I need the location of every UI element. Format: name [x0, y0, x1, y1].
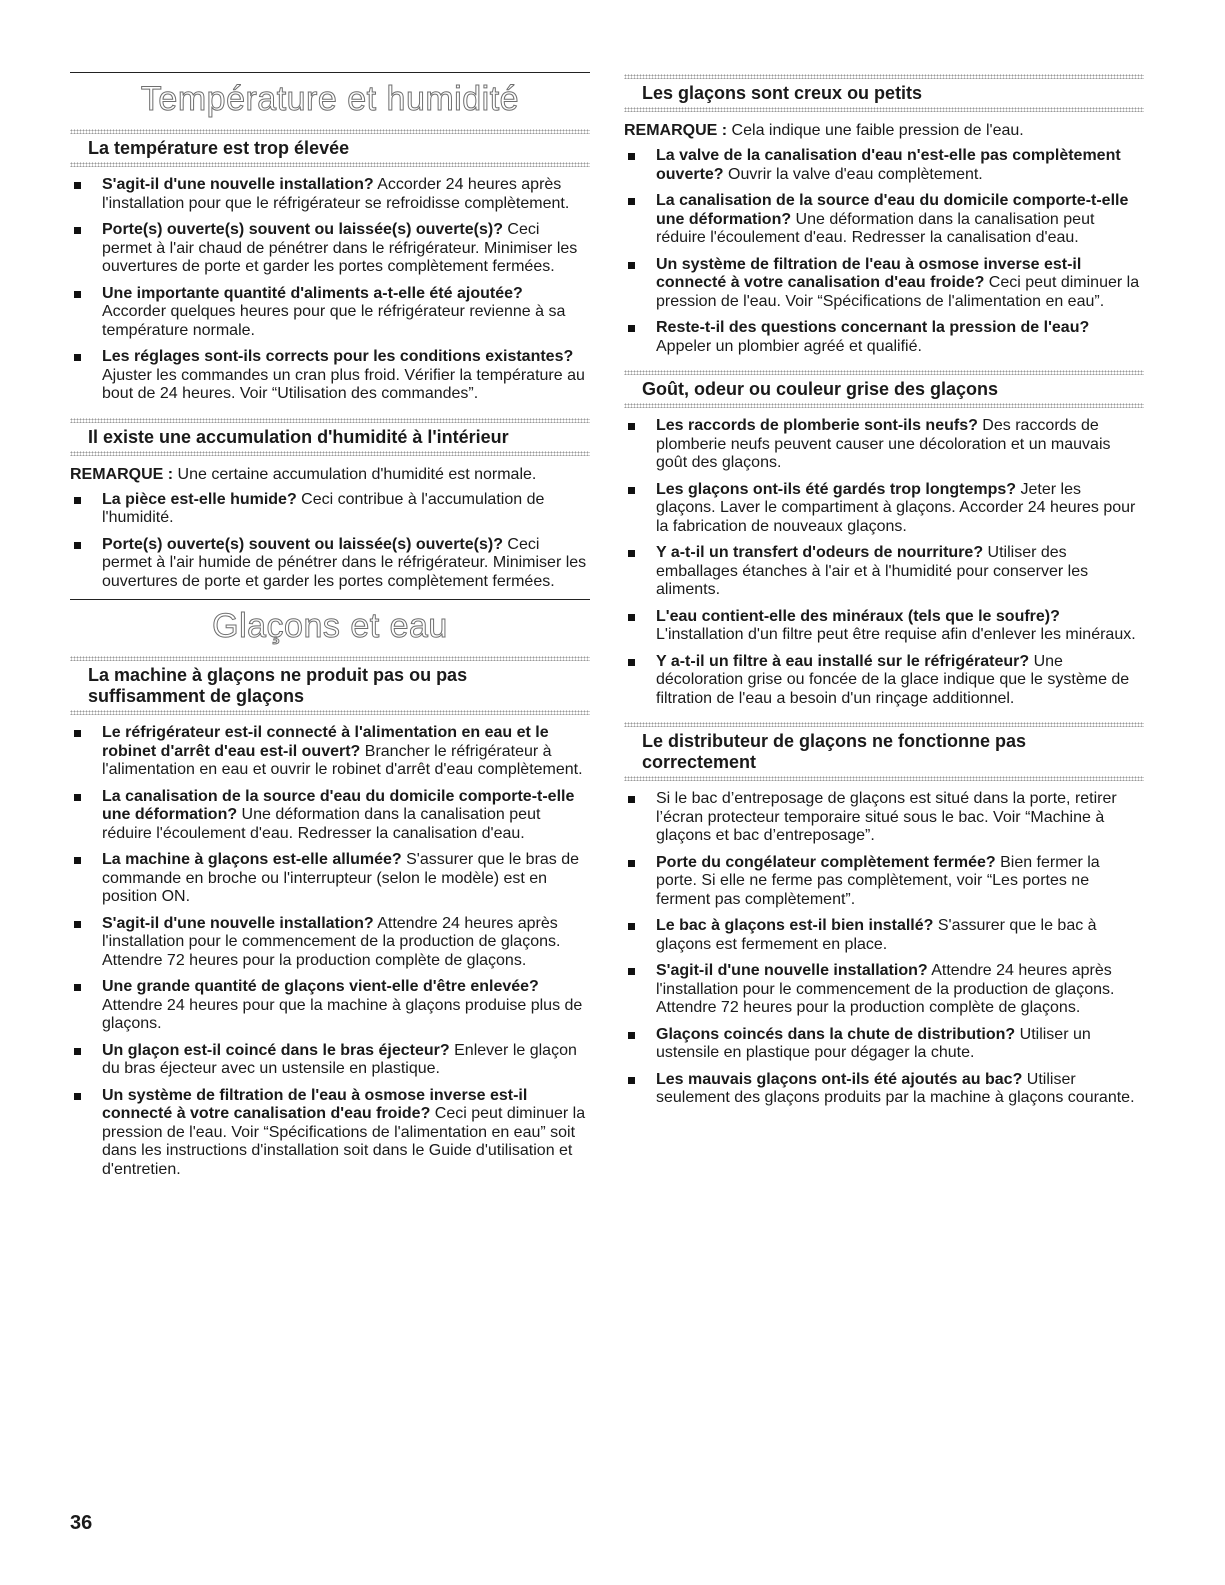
list-item: Les mauvais glaçons ont-ils été ajoutés au bac? Utiliser seulement des glaçons produits par la machine à glaçons courante. — [624, 1071, 1144, 1108]
list-item: La canalisation de la source d'eau du domicile comporte-t-elle une déformation? Une déformation dans la canalisation peut réduire l'écoulement d'eau. Redresser la canalisation d'eau. — [70, 788, 590, 844]
list-item: Une grande quantité de glaçons vient-elle d'être enlevée? Attendre 24 heures pour que la machine à glaçons produise plus de glaçons. — [70, 978, 590, 1034]
subsection-high-temperature — [70, 129, 590, 167]
list-item: S'agit-il d'une nouvelle installation? Attendre 24 heures après l'installation pour le commencement de la production de glaçons. Attendre 72 heures pour la production complète de glaçons. — [70, 915, 590, 971]
note: REMARQUE : Une certaine accumulation d'humidité est normale. — [70, 465, 537, 483]
list-item: La valve de la canalisation d'eau n'est-elle pas complètement ouverte? Ouvrir la valve d'eau complètement. — [624, 147, 1144, 184]
list-item: La pièce est-elle humide? Ceci contribue à l'accumulation de l'humidité. — [70, 491, 590, 528]
subsection-title: La température est trop élevée — [88, 138, 350, 158]
troubleshooting-list — [624, 147, 1144, 356]
list-item: Porte du congélateur complètement fermée? Bien fermer la porte. Si elle ne ferme pas complètement, voir “Les portes ne ferment pas complètement”. — [624, 854, 1144, 910]
list-item: Si le bac d’entreposage de glaçons est situé dans la porte, retirer l’écran protecteur temporaire situé sous le bac. Voir “Machine à glaçons et bac d’entreposage”. — [624, 790, 1144, 846]
list-item: S'agit-il d'une nouvelle installation? Accorder 24 heures après l'installation pour que le réfrigérateur se refroidisse complètement. — [70, 176, 590, 213]
subsection-ice-maker — [70, 656, 590, 715]
list-item: Le bac à glaçons est-il bien installé? S'assurer que le bac à glaçons est fermement en place. — [624, 917, 1144, 954]
list-item: Un glaçon est-il coincé dans le bras éjecteur? Enlever le glaçon du bras éjecteur avec un ustensile en plastique. — [70, 1042, 590, 1079]
subsection-hollow-cubes — [624, 74, 1144, 112]
list-item: Reste-t-il des questions concernant la pression de l'eau? Appeler un plombier agréé et qualifié. — [624, 319, 1144, 356]
dotted-divider — [70, 451, 590, 456]
list-item: Y a-t-il un filtre à eau installé sur le réfrigérateur? Une décoloration grise ou foncée de la glace indique que le système de filtration de l'eau a besoin d'un rinçage additionnel. — [624, 653, 1144, 709]
list-item: La machine à glaçons est-elle allumée? S'assurer que le bras de commande en broche ou l'interrupteur (selon le modèle) est en position ON. — [70, 851, 590, 907]
troubleshooting-list — [70, 176, 590, 404]
troubleshooting-list — [624, 790, 1144, 1108]
troubleshooting-list — [624, 417, 1144, 708]
list-item: Porte(s) ouverte(s) souvent ou laissée(s) ouverte(s)? Ceci permet à l'air humide de pénétrer dans le réfrigérateur. Minimiser les ouvertures de porte et garder les portes complètement fermées. — [70, 536, 590, 592]
subsection-humidity — [70, 418, 590, 456]
troubleshooting-list — [70, 724, 590, 1179]
dotted-divider — [70, 162, 590, 167]
dotted-divider — [624, 776, 1144, 781]
list-item: Y a-t-il un transfert d'odeurs de nourriture? Utiliser des emballages étanches à l'air et à l'humidité pour conserver les aliments. — [624, 544, 1144, 600]
list-item: Les raccords de plomberie sont-ils neufs? Des raccords de plomberie neufs peuvent causer une décoloration et un mauvais goût des glaçons. — [624, 417, 1144, 473]
subsection-taste-odor — [624, 370, 1144, 408]
list-item: Les glaçons ont-ils été gardés trop longtemps? Jeter les glaçons. Laver le compartiment à glaçons. Accorder 24 heures pour la fabrication de nouveaux glaçons. — [624, 481, 1144, 537]
list-item: S'agit-il d'une nouvelle installation? Attendre 24 heures après l'installation pour le commencement de la production de glaçons. Attendre 72 heures pour la production complète de glaçons. — [624, 962, 1144, 1018]
right-column — [624, 0, 1144, 1116]
note: REMARQUE : Cela indique une faible pression de l'eau. — [624, 122, 1024, 139]
subsection-dispenser — [624, 722, 1144, 781]
subsection-title: La machine à glaçons ne produit pas ou pas suffisamment de glaçons — [88, 665, 468, 706]
left-column — [70, 0, 590, 1187]
list-item: Le réfrigérateur est-il connecté à l'alimentation en eau et le robinet d'arrêt d'eau est-il ouvert? Brancher le réfrigérateur à l'alimentation en eau et ouvrir le robinet d'arrêt d'eau complètement. — [70, 724, 590, 780]
subsection-title: Goût, odeur ou couleur grise des glaçons — [642, 379, 999, 399]
section-title-temperature: Température et humidité — [140, 80, 520, 118]
subsection-title: Le distributeur de glaçons ne fonctionne pas correctement — [642, 731, 1027, 772]
list-item: L'eau contient-elle des minéraux (tels que le soufre)? L'installation d'un filtre peut être requise afin d'enlever les minéraux. — [624, 608, 1144, 645]
list-item: La canalisation de la source d'eau du domicile comporte-t-elle une déformation? Une déformation dans la canalisation peut réduire l'écoulement d'eau. Redresser la canalisation d'eau. — [624, 192, 1144, 248]
dotted-divider — [70, 710, 590, 715]
list-item: Les réglages sont-ils corrects pour les conditions existantes? Ajuster les commandes un cran plus froid. Vérifier la température au bout de 24 heures. Voir “Utilisation des commandes”. — [70, 348, 590, 404]
dotted-divider — [624, 107, 1144, 112]
section-rule — [70, 599, 590, 600]
subsection-title: Il existe une accumulation d'humidité à l'intérieur — [88, 426, 509, 447]
section-title-ice-water: Glaçons et eau — [212, 607, 448, 645]
list-item: Un système de filtration de l'eau à osmose inverse est-il connecté à votre canalisation d'eau froide? Ceci peut diminuer la pression de l'eau. Voir “Spécifications de l'alimentation en eau” soit dans les instructions d'installation soit dans le Guide d'utilisation et d'entretien. — [70, 1087, 590, 1180]
page-number: 36 — [70, 1512, 93, 1534]
list-item: Une importante quantité d'aliments a-t-elle été ajoutée? Accorder quelques heures pour que le réfrigérateur revienne à sa température normale. — [70, 285, 590, 341]
list-item: Porte(s) ouverte(s) souvent ou laissée(s) ouverte(s)? Ceci permet à l'air chaud de pénétrer dans le réfrigérateur. Minimiser les ouvertures de porte et garder les portes complètement fermées. — [70, 221, 590, 277]
subsection-title: Les glaçons sont creux ou petits — [642, 83, 923, 103]
list-item: Un système de filtration de l'eau à osmose inverse est-il connecté à votre canalisation d'eau froide? Ceci peut diminuer la pression de l'eau. Voir “Spécifications de l'alimentation en eau”. — [624, 256, 1144, 312]
list-item: Glaçons coincés dans la chute de distribution? Utiliser un ustensile en plastique pour dégager la chute. — [624, 1026, 1144, 1063]
dotted-divider — [624, 403, 1144, 408]
troubleshooting-list — [70, 491, 590, 592]
section-rule — [70, 72, 590, 73]
